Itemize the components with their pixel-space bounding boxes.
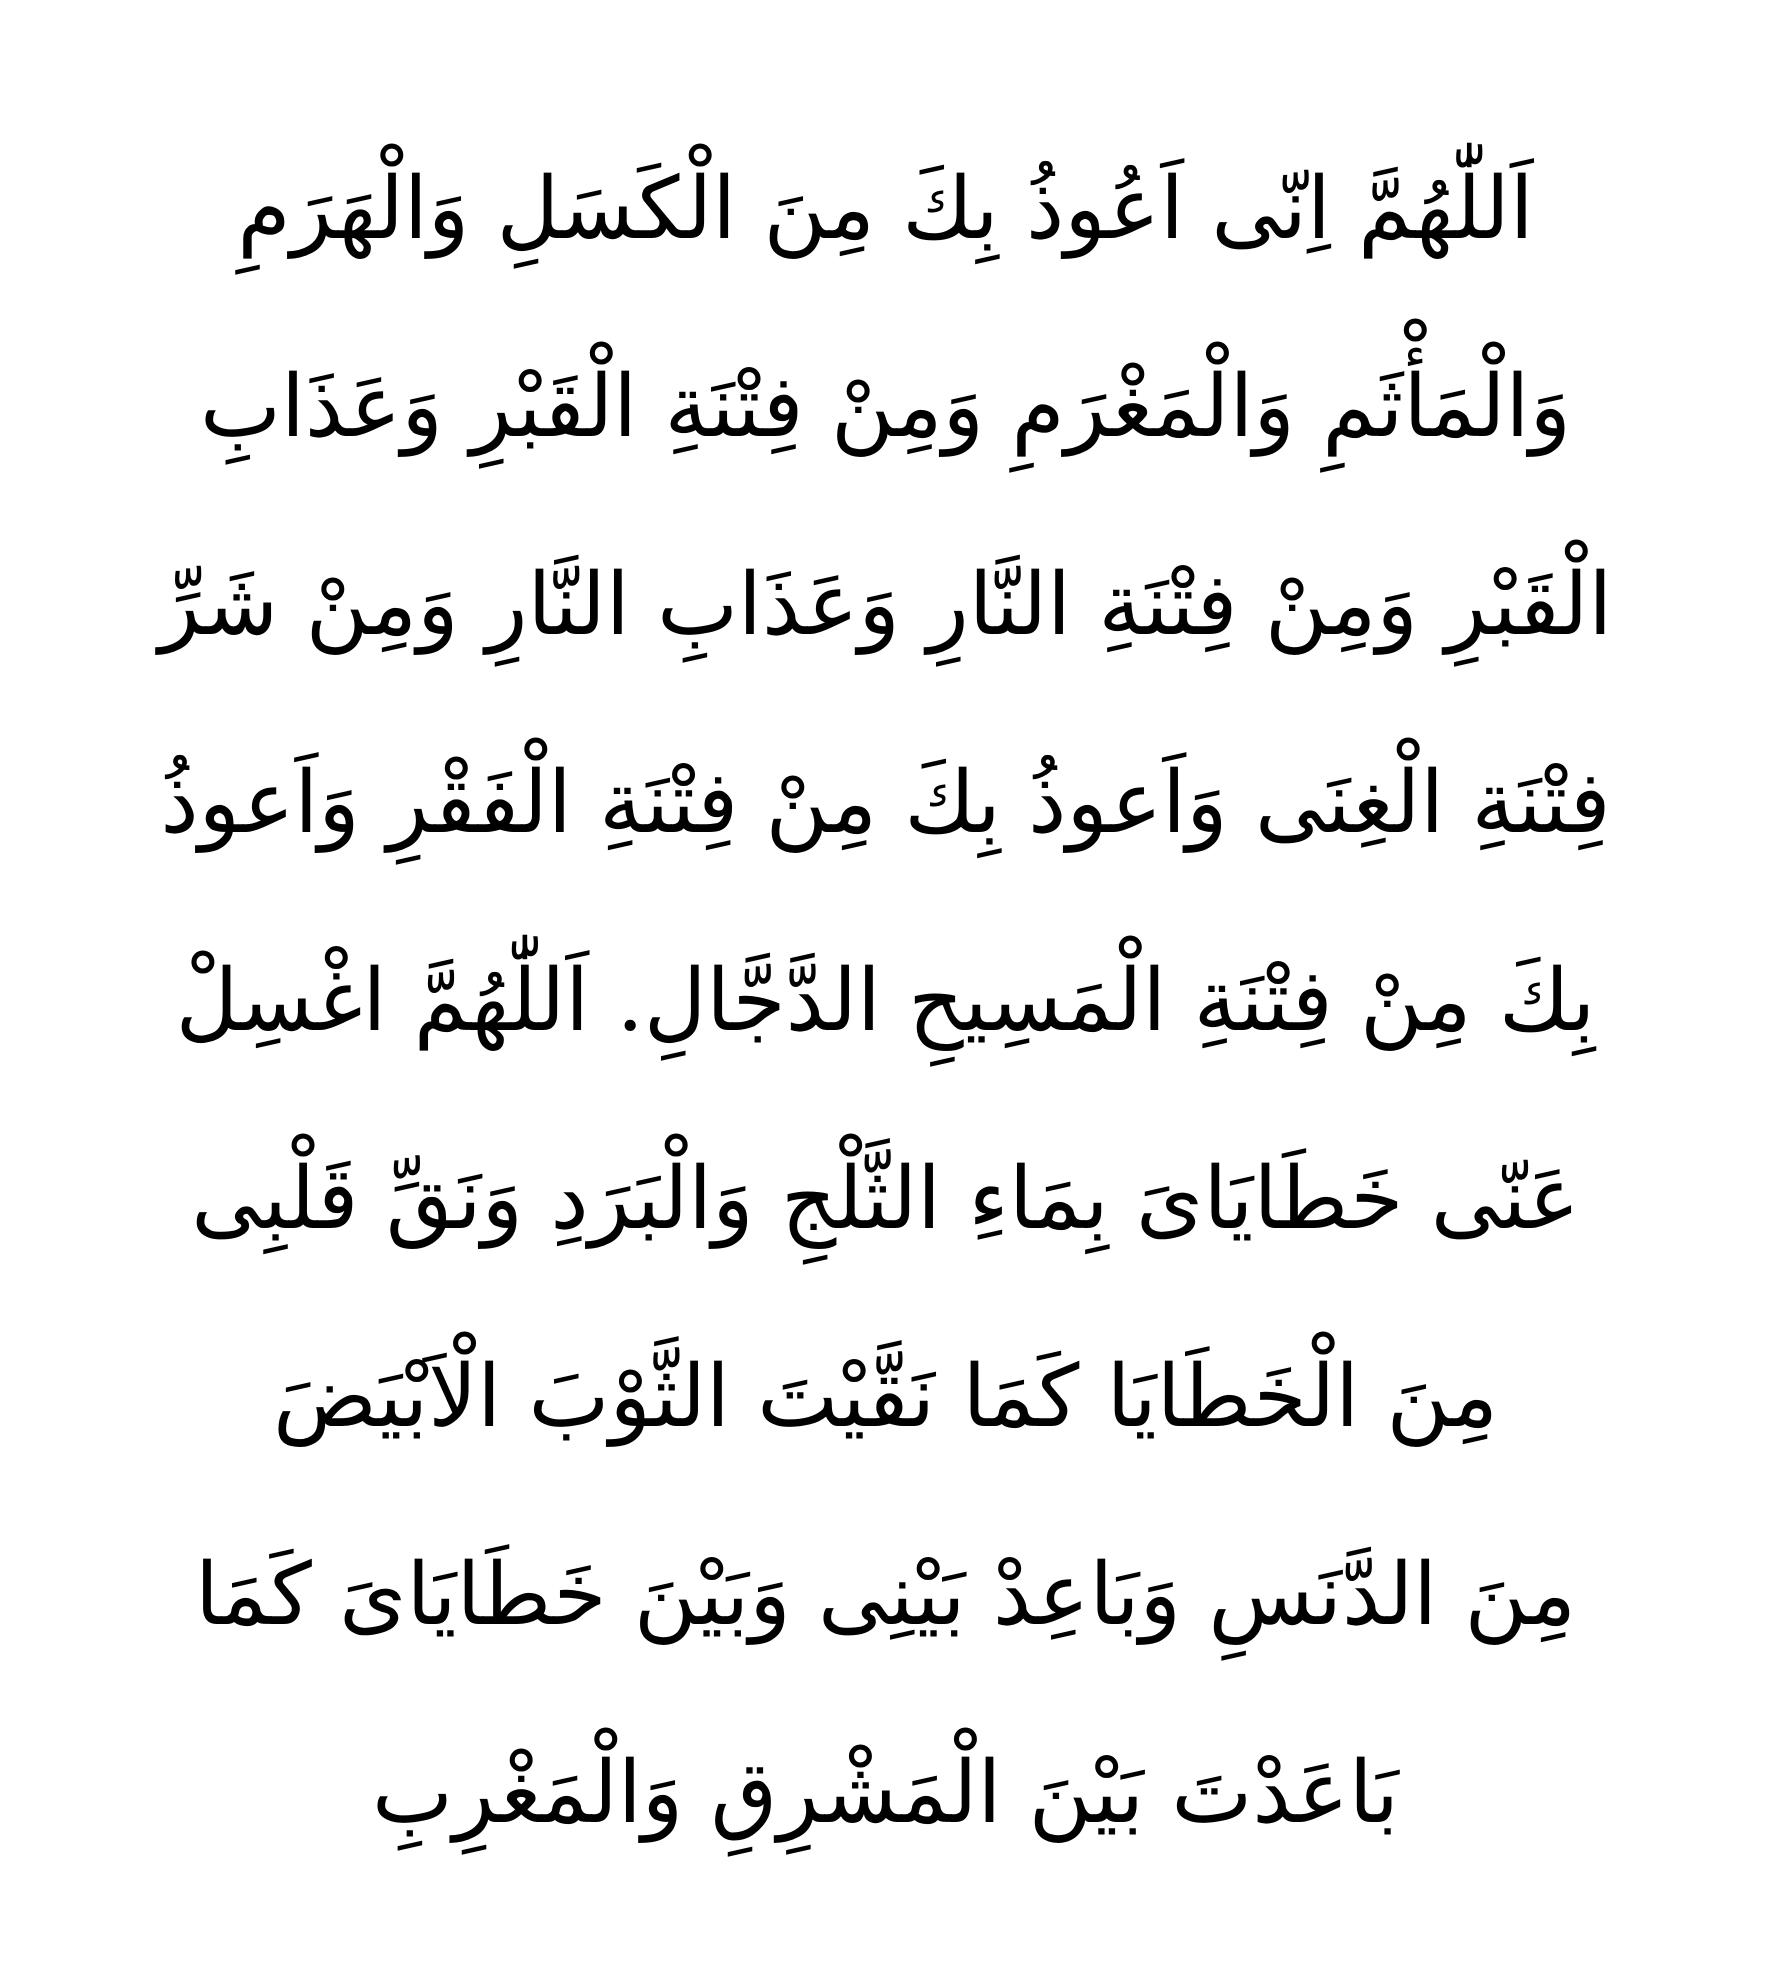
arabic-supplication-text	[90, 110, 1681, 1892]
text-line-3: الْقَبْرِ وَمِنْ فِتْنَةِ النَّارِ وَعَذَابِ النَّارِ وَمِنْ شَرِّ	[158, 555, 1613, 655]
text-line-7: مِنَ الْخَطَايَا كَمَا نَقَّيْتَ الثَّوْبَ الْاَبْيَضَ	[272, 1347, 1499, 1447]
text-line-9: بَاعَدْتَ بَيْنَ الْمَشْرِقِ وَالْمَغْرِبِ	[372, 1743, 1399, 1843]
text-line-6: عَنّی خَطَايَایَ بِمَاءِ الثَّلْجِ وَالْبَرَدِ وَنَقِّ قَلْبِی	[191, 1149, 1580, 1249]
text-line-1: اَللّٰهُمَّ اِنّی اَعُوذُ بِكَ مِنَ الْكَسَلِ وَالْهَرَمِ	[237, 159, 1534, 259]
text-line-4: فِتْنَةِ الْغِنَى وَاَعوذُ بِكَ مِنْ فِتْنَةِ الْفَقْرِ وَاَعوذُ	[160, 753, 1611, 853]
text-line-8: مِنَ الدَّنَسِ وَبَاعِدْ بَيْنِی وَبَيْنَ خَطَايَایَ كَمَا	[194, 1545, 1577, 1645]
text-line-5: بِكَ مِنْ فِتْنَةِ الْمَسِيحِ الدَّجَّالِ. اَللّٰهُمَّ اغْسِلْ	[175, 951, 1596, 1051]
text-line-2: وَالْمَأْثَمِ وَالْمَغْرَمِ وَمِنْ فِتْنَةِ الْقَبْرِ وَعَذَابِ	[200, 357, 1571, 457]
